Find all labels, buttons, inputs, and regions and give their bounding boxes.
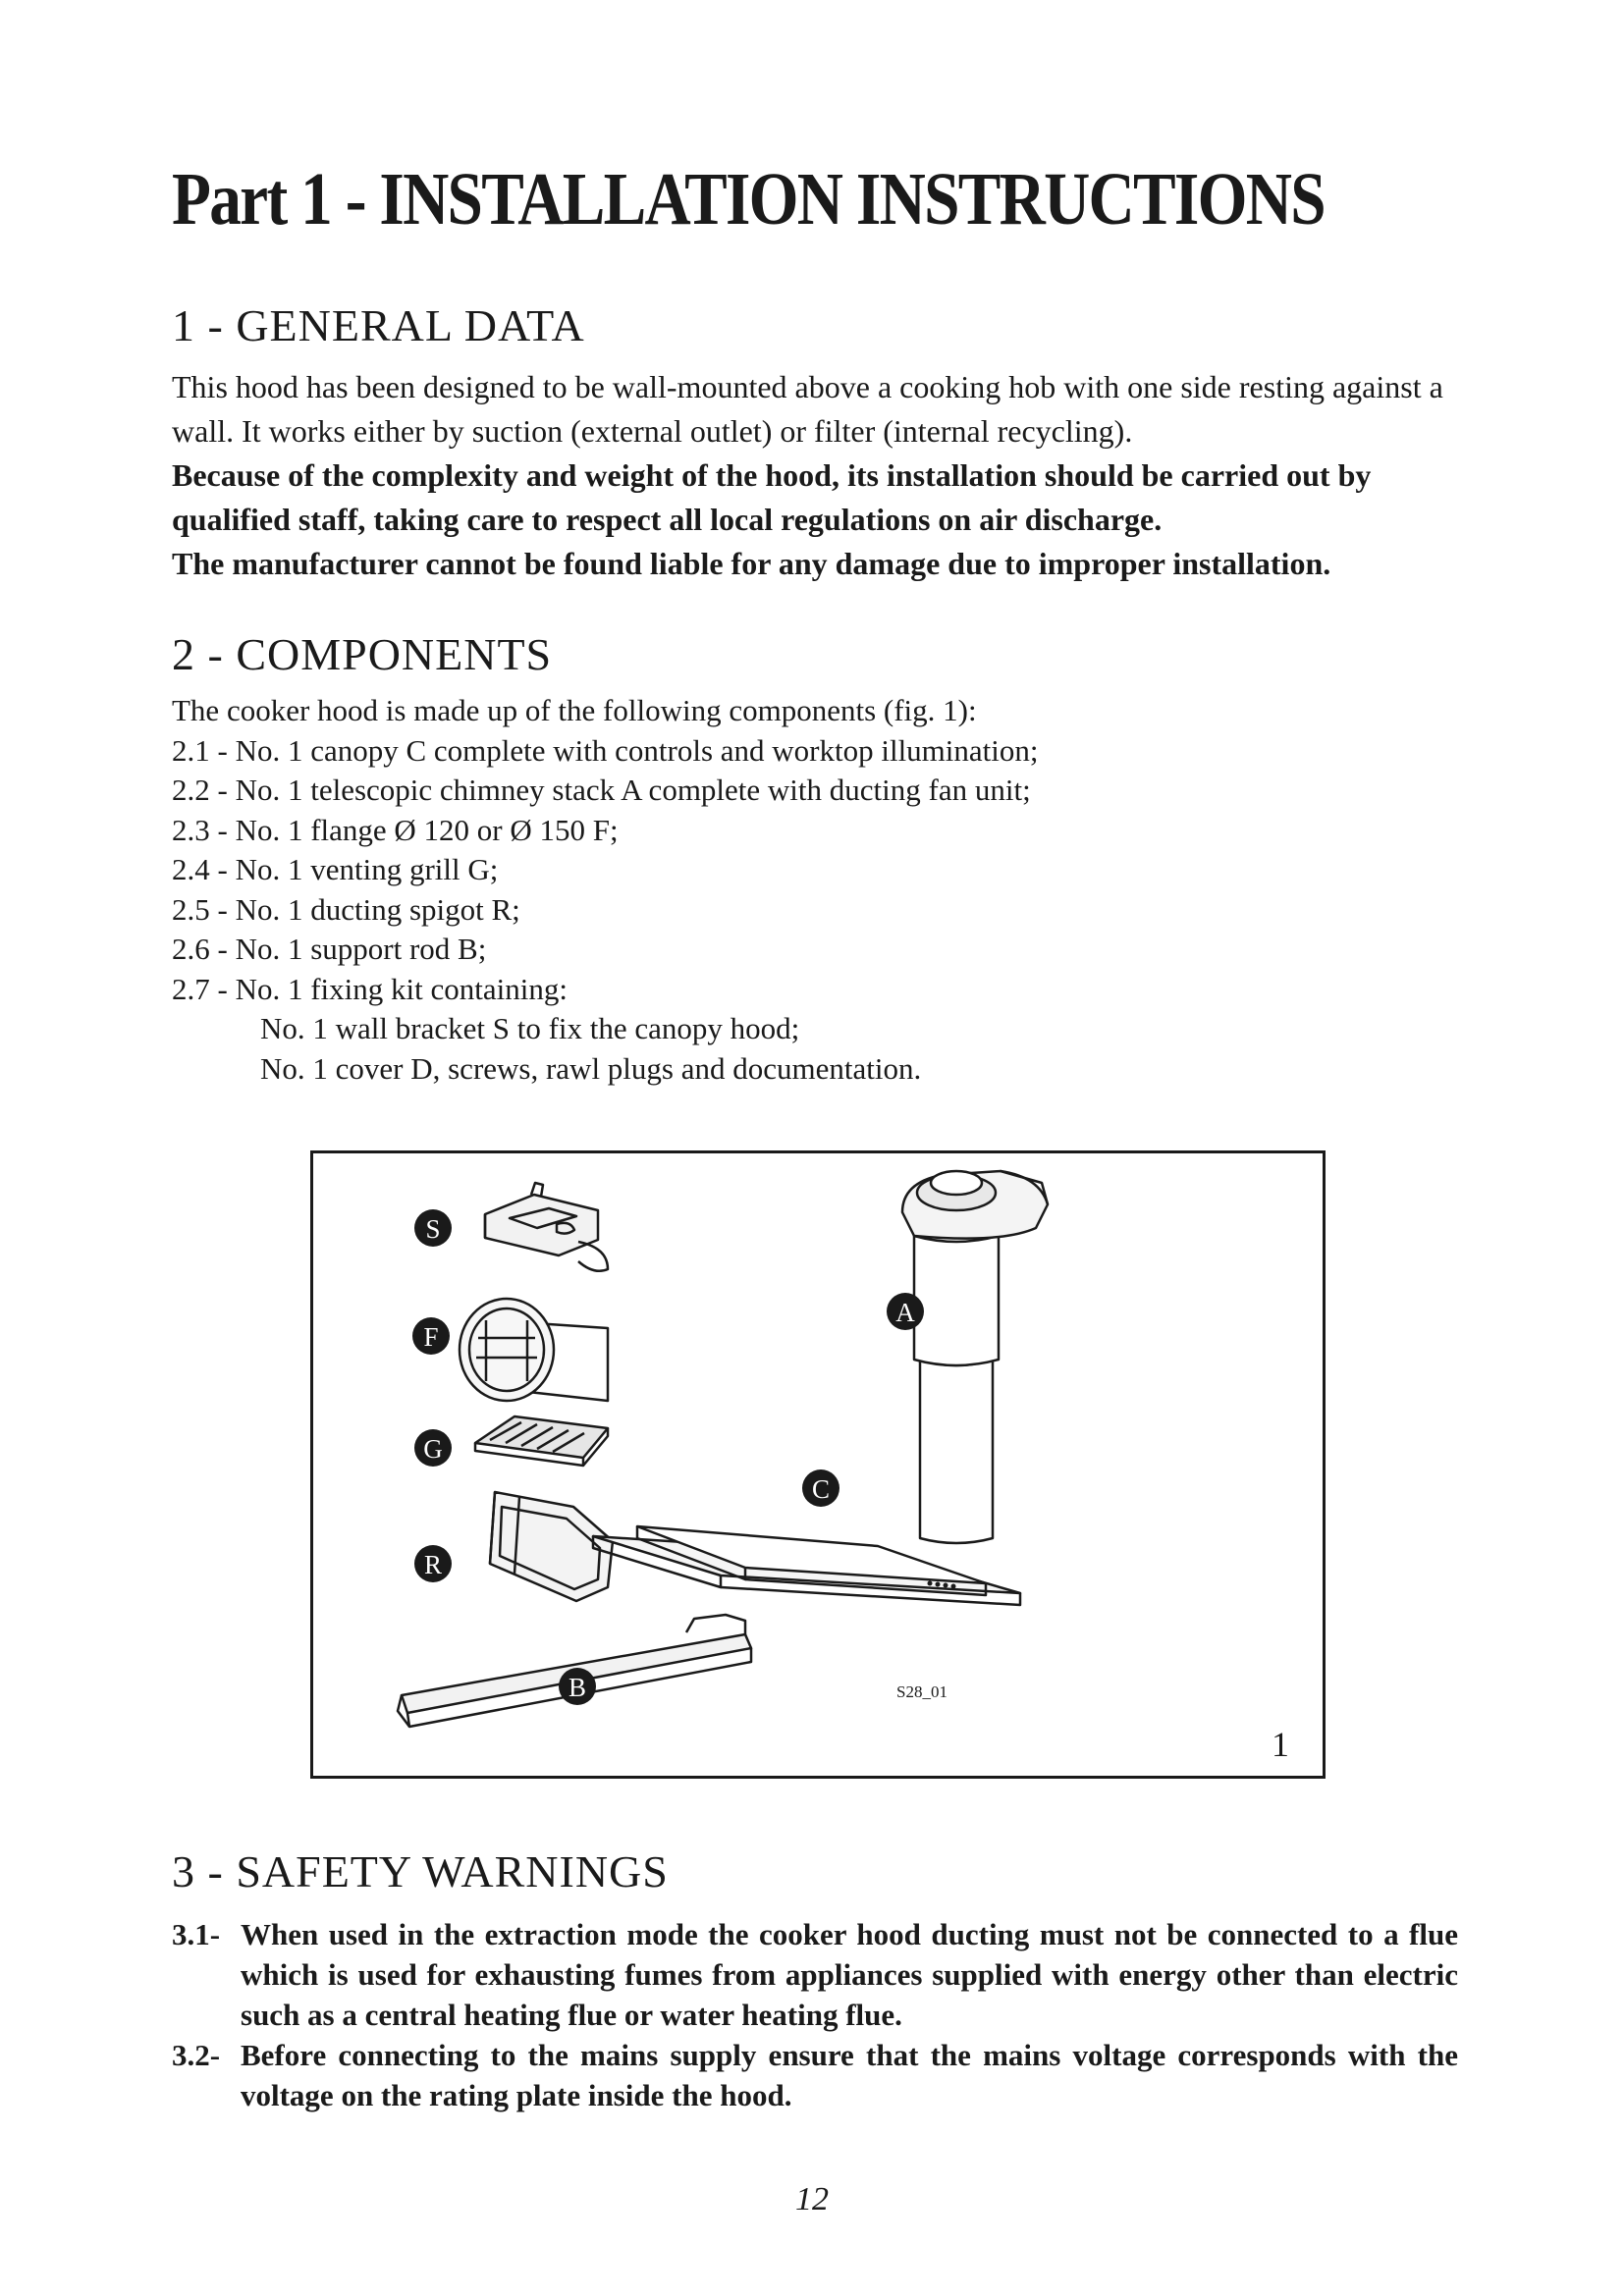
list-subitem: No. 1 wall bracket S to fix the canopy hood; [260,1011,800,1045]
list-item: 2.3 - No. 1 flange Ø 120 or Ø 150 F; [172,812,619,847]
label-a: A [895,1298,915,1327]
list-item: 2.5 - No. 1 ducting spigot R; [172,891,520,927]
list-item [172,1914,1458,2035]
page-number: 12 [795,2181,829,2217]
label-s: S [425,1214,441,1244]
label-badges [412,1209,924,1705]
label-c: C [811,1474,831,1504]
general-data-paragraph: This hood has been designed to be wall-mounted above a cooking hob with one side resting against a wall. It works either by suction (external outlet) or filter (internal recycling). [172,369,1443,449]
page-title: Part 1 - INSTALLATION INSTRUCTIONS [172,158,1325,240]
warning-number: 3.2- [172,2038,221,2072]
warning-text: When used in the extraction mode the cooker hood ducting must not be connected to a flue which is used for exhausting fumes from appliances supplied with energy other than electric such as a central heating flue or water heating flue. [241,1917,1458,2032]
components-intro: The cooker hood is made up of the following components (fig. 1): [172,693,977,727]
warning-text: Before connecting to the mains supply ensure that the mains voltage corresponds with the voltage on the rating plate inside the hood. [241,2038,1458,2112]
label-r: R [423,1550,443,1579]
installation-warning: Because of the complexity and weight of the hood, its installation should be carried out by qualified staff, taking care to respect all local regulations on air discharge. [172,457,1372,537]
warning-number: 3.1- [172,1917,221,1951]
list-item [172,2035,1458,2115]
components-heading: 2 - COMPONENTS [172,629,553,679]
list-item: 2.4 - No. 1 venting grill G; [172,852,499,886]
list-subitem: No. 1 cover D, screws, rawl plugs and documentation. [260,1050,922,1086]
safety-warnings-heading: 3 - SAFETY WARNINGS [172,1846,669,1896]
components-illustration [313,1153,1323,1776]
flange-drawing [460,1299,608,1401]
safety-warnings-list [172,1914,1458,2115]
general-data-text [172,365,1488,586]
components-list [172,691,1039,1089]
figure-code: S28_01 [896,1682,947,1701]
wall-bracket-drawing [485,1183,608,1271]
label-f: F [423,1322,439,1352]
chimney-stack-drawing [902,1171,1048,1543]
list-item: 2.7 - No. 1 fixing kit containing: [172,971,568,1006]
figure-number: 1 [1272,1725,1289,1764]
liability-notice: The manufacturer cannot be found liable for any damage due to improper installation. [172,546,1331,581]
label-b: B [568,1673,587,1702]
venting-grill-drawing [475,1416,608,1466]
list-item: 2.1 - No. 1 canopy C complete with controls and worktop illumination; [172,732,1039,768]
label-g: G [423,1434,443,1464]
general-data-heading: 1 - GENERAL DATA [172,300,585,350]
list-item: 2.6 - No. 1 support rod B; [172,932,487,966]
list-item: 2.2 - No. 1 telescopic chimney stack A complete with ducting fan unit; [172,773,1031,807]
figure-1-components-diagram [310,1150,1326,1779]
